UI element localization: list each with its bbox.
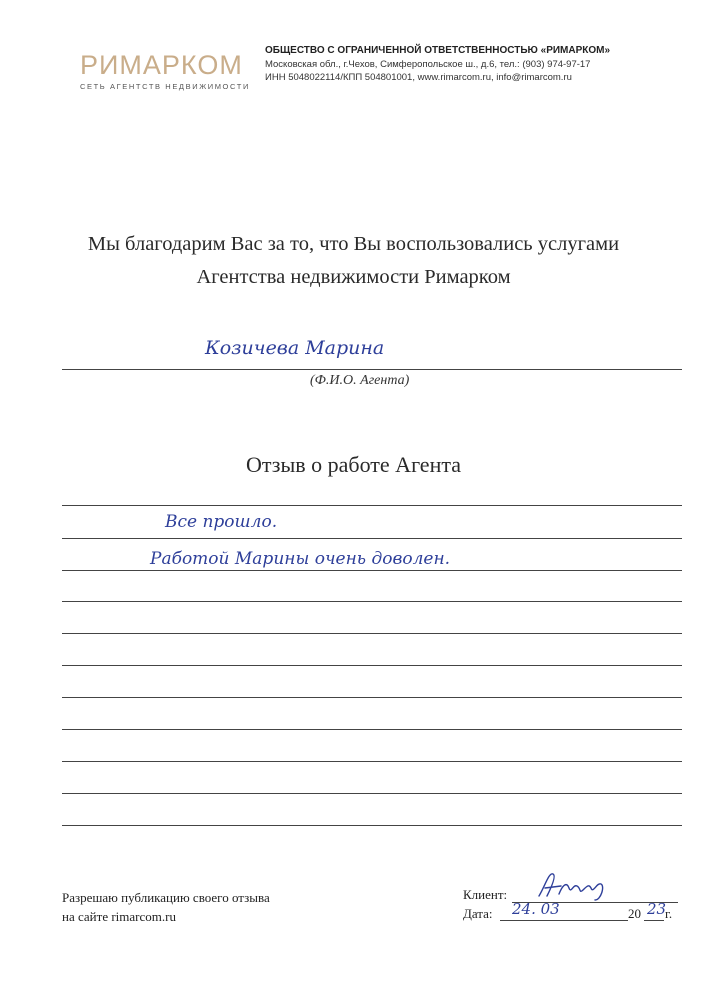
review-rule xyxy=(62,538,682,539)
review-rule xyxy=(62,665,682,666)
year-suffix: г. xyxy=(665,906,673,921)
company-address: Московская обл., г.Чехов, Симферопольское ш., д.6, тел.: (903) 974-97-17 xyxy=(265,58,591,70)
date-label: Дата: xyxy=(463,906,493,921)
publication-permission xyxy=(62,888,270,926)
logo-tagline: СЕТЬ АГЕНТСТВ НЕДВИЖИМОСТИ xyxy=(80,82,250,91)
thanks-line-1: Мы благодарим Вас за то, что Вы воспользовались услугами xyxy=(87,233,620,255)
company-requisites: ИНН 5048022114/КПП 504801001, www.rimarcom.ru, info@rimarcom.ru xyxy=(265,72,572,83)
year-line xyxy=(644,920,664,921)
review-rule xyxy=(62,505,682,506)
agent-name-caption: (Ф.И.О. Агента) xyxy=(310,373,410,388)
thanks-message xyxy=(0,228,707,294)
agent-name-line xyxy=(62,369,682,370)
company-details xyxy=(265,44,610,85)
review-rule xyxy=(62,570,682,571)
date-line xyxy=(500,920,628,921)
review-rule xyxy=(62,601,682,602)
client-signature xyxy=(535,866,615,902)
review-rule xyxy=(62,697,682,698)
permission-line-1: Разрешаю публикацию своего отзыва xyxy=(62,890,270,905)
review-text-line-2: Работой Марины очень доволен. xyxy=(150,549,451,569)
company-name: ОБЩЕСТВО С ОГРАНИЧЕННОЙ ОТВЕТСТВЕННОСТЬЮ «РИМАРКОМ» xyxy=(265,45,611,56)
year-handwritten: 23 xyxy=(647,900,667,918)
review-rule xyxy=(62,729,682,730)
review-text-line-1: Все прошло. xyxy=(165,512,278,532)
thanks-line-2: Агентства недвижимости Римарком xyxy=(196,266,511,288)
review-rule xyxy=(62,633,682,634)
review-rule xyxy=(62,793,682,794)
review-title: Отзыв о работе Агента xyxy=(246,452,461,477)
client-label: Клиент: xyxy=(463,887,508,902)
date-handwritten: 24. 03 xyxy=(512,900,560,918)
review-rule xyxy=(62,761,682,762)
year-prefix: 20 xyxy=(628,906,641,921)
company-logo xyxy=(80,50,250,91)
agent-name-handwritten: Козичева Марина xyxy=(205,337,385,359)
logo-wordmark: РИМАРКОМ xyxy=(80,50,243,80)
permission-line-2: на сайте rimarcom.ru xyxy=(62,909,176,924)
review-rule xyxy=(62,825,682,826)
